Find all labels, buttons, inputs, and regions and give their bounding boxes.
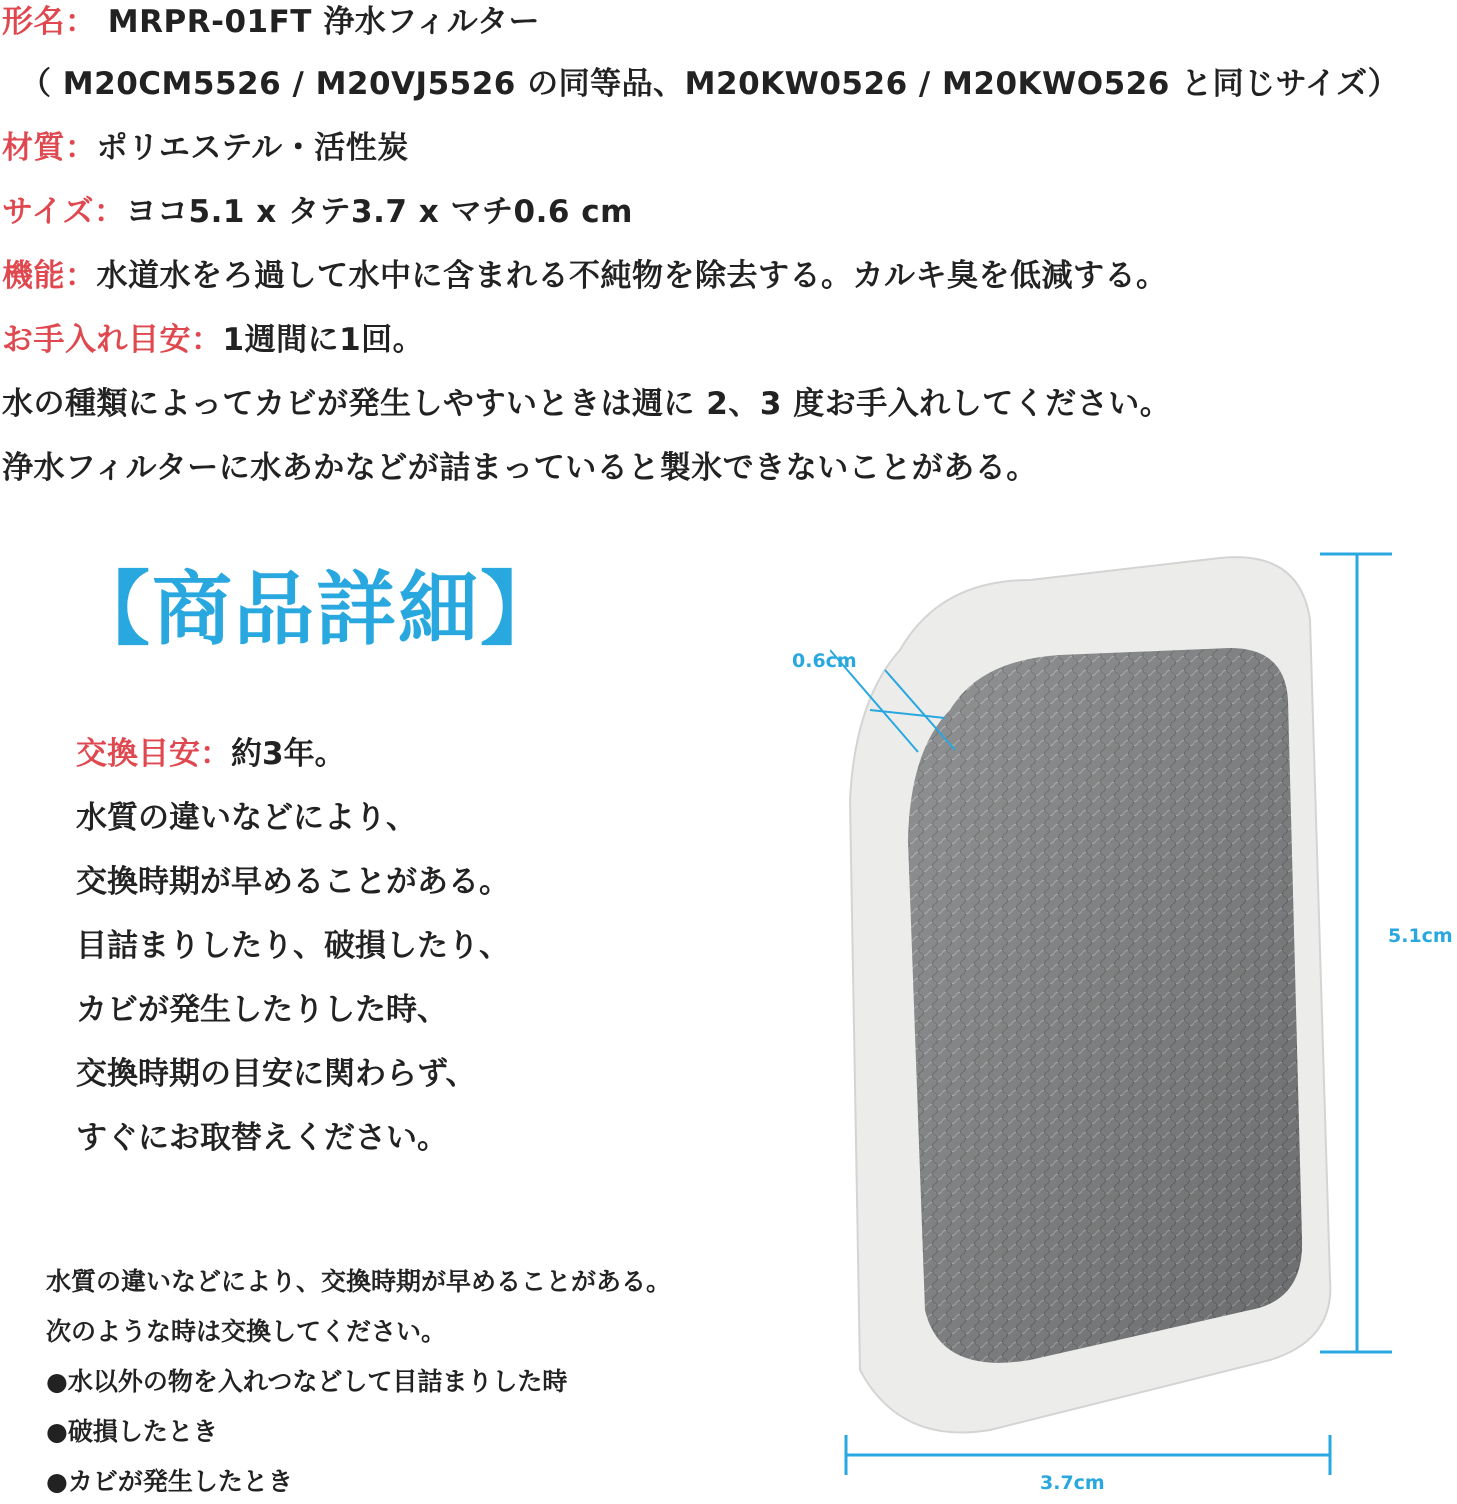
spec-model-note: （ M20CM5526 / M20VJ5526 の同等品、M20KW0526 / M20KWO526 と同じサイズ） [20,66,1400,102]
detail-line: すぐにお取替えください。 [76,1120,448,1156]
filter-image [830,540,1450,1500]
height-label: 5.1cm [1388,925,1453,947]
detail-line: 水質の違いなどにより、 [76,800,417,836]
spec-maintenance [2,320,424,360]
note-line: ●カビが発生したとき [46,1467,293,1496]
detail-replacement-value: 約3年。 [231,736,346,772]
detail-line: 交換時期の目安に関わらず、 [76,1056,477,1092]
spec-material-label: 材質： [2,130,97,166]
detail-line: 目詰まりしたり、破損したり、 [76,928,510,964]
detail-line: カビが発生したりした時、 [76,992,448,1028]
note-line: ●水以外の物を入れつなどして目詰まりした時 [46,1367,568,1396]
spec-material [2,128,409,168]
note-line: 水質の違いなどにより、交換時期が早めることがある。 [46,1267,672,1296]
spec-model-label: 形名： [2,4,97,40]
spec-size [2,192,633,232]
depth-label: 0.6cm [792,650,857,672]
spec-maintenance-note-1: 水の種類によってカビが発生しやすいときは週に 2、3 度お手入れしてください。 [2,386,1172,422]
spec-material-value: ポリエステル・活性炭 [96,130,409,166]
width-label: 3.7cm [1040,1472,1105,1494]
spec-model [2,2,540,42]
detail-replacement-label: 交換目安： [76,736,231,772]
filter-illustration [792,540,1453,1500]
detail-replacement [76,734,346,774]
spec-size-value: ヨコ5.1 x タテ3.7 x マチ0.6 cm [125,194,633,230]
spec-model-value: MRPR-01FT 浄水フィルター [96,4,541,40]
note-line: ●破損したとき [46,1417,218,1446]
spec-maintenance-label: お手入れ目安： [2,322,223,358]
spec-function-label: 機能： [2,258,97,294]
spec-maintenance-value: 1週間に1回。 [222,322,425,358]
detail-line: 交換時期が早めることがある。 [76,864,510,900]
note-line: 次のような時は交換してください。 [46,1317,447,1346]
spec-size-label: サイズ： [2,194,126,230]
spec-function-value: 水道水をろ過して水中に含まれる不純物を除去する。カルキ臭を低減する。 [96,258,1168,294]
section-title: 【商品詳細】 [70,563,562,656]
spec-maintenance-note-2: 浄水フィルターに水あかなどが詰まっていると製氷できないことがある。 [2,450,1038,486]
spec-function [2,256,1168,296]
